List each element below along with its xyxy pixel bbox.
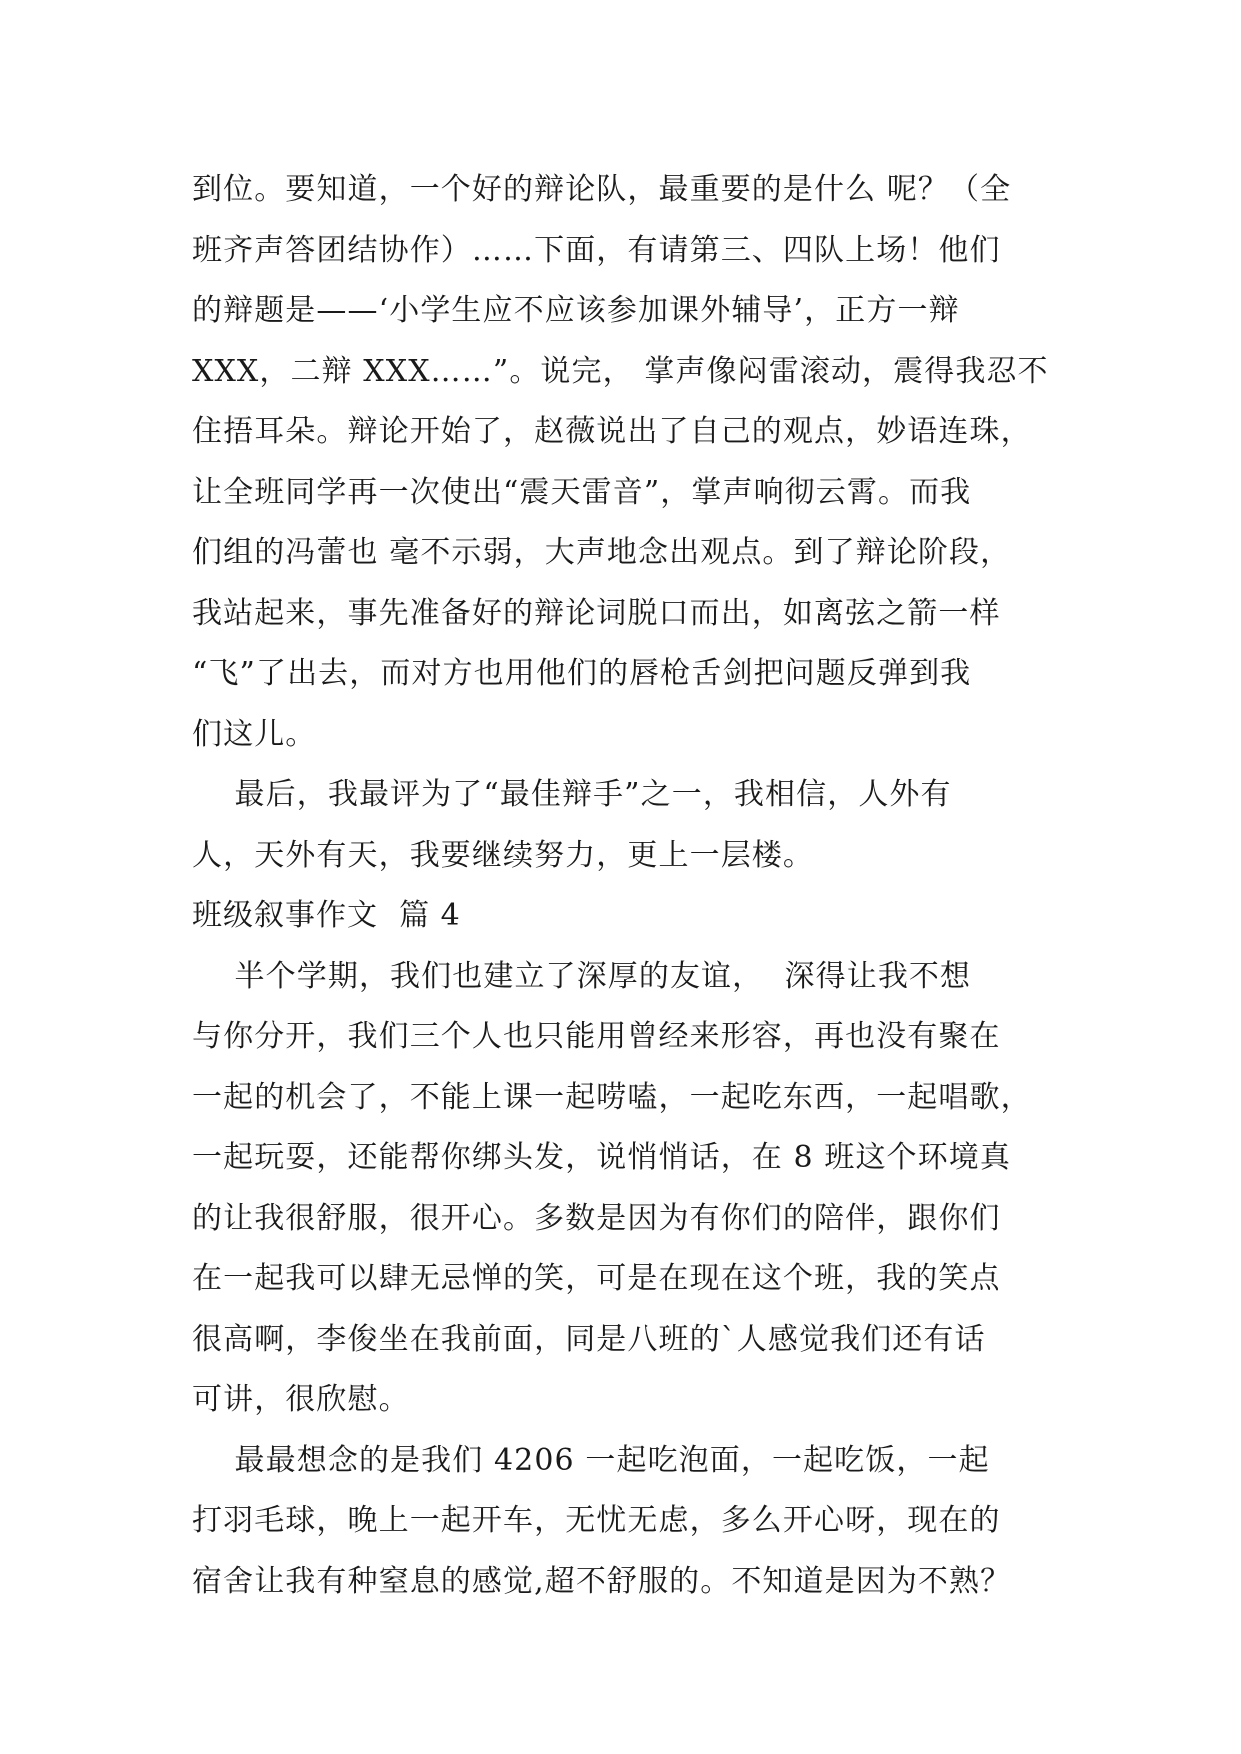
document-body (192, 160, 1072, 1612)
paragraph-friendship (192, 947, 1072, 1431)
paragraph-best-debater (192, 765, 1072, 886)
text-line: 一起的机会了，不能上课一起唠嗑，一起吃东西，一起唱歌， (192, 1079, 1032, 1115)
text-line: 到位。要知道，一个好的辩论队，最重要的是什么 呢？（全 (192, 172, 1012, 207)
text-line: 住捂耳朵。辩论开始了，赵薇说出了自己的观点，妙语连珠， (192, 414, 1032, 449)
text-line: XXX，二辩 XXX……”。说完， 掌声像闷雷滚动，震得我忍不 (192, 353, 1049, 389)
paragraph-dorm-memories (192, 1431, 1072, 1613)
text-line: 打羽毛球，晚上一起开车，无忧无虑，多么开心呀，现在的 (192, 1503, 1001, 1538)
text-line: 最后，我最评为了“最佳辩手”之一，我相信，人外有 (192, 777, 952, 812)
text-line: “飞”了出去，而对方也用他们的唇枪舌剑把问题反弹到我 (192, 656, 972, 691)
text-line: 可讲，很欣慰。 (192, 1382, 410, 1417)
text-line: 人，天外有天，我要继续努力，更上一层楼。 (192, 837, 814, 873)
text-line: 班齐声答团结协作）……下面，有请第三、四队上场！他们 (192, 232, 1001, 268)
section-heading: 班级叙事作文 篇 4 (192, 898, 461, 933)
text-line: 的辩题是——‘小学生应不应该参加课外辅导’，正方一辩 (192, 293, 960, 328)
text-line: 们组的冯蕾也 毫不示弱，大声地念出观点。到了辩论阶段， (192, 535, 1012, 570)
text-line: 的让我很舒服，很开心。多数是因为有你们的陪伴，跟你们 (192, 1200, 1001, 1236)
text-line: 我站起来，事先准备好的辩论词脱口而出，如离弦之箭一样 (192, 595, 1001, 631)
text-line: 最最想念的是我们 4206 一起吃泡面，一起吃饭，一起 (192, 1442, 990, 1478)
text-line: 们这儿。 (192, 716, 317, 752)
text-line: 一起玩耍，还能帮你绑头发，说悄悄话，在 8 班这个环境真 (192, 1140, 1011, 1175)
text-line: 与你分开，我们三个人也只能用曾经来形容，再也没有聚在 (192, 1019, 1001, 1054)
text-line: 半个学期，我们也建立了深厚的友谊， 深得让我不想 (192, 958, 972, 994)
text-line: 宿舍让我有种窒息的感觉,超不舒服的。不知道是因为不熟？ (192, 1563, 1012, 1599)
text-line: 让全班同学再一次使出“震天雷音”，掌声响彻云霄。而我 (192, 474, 972, 510)
text-line: 在一起我可以肆无忌惮的笑，可是在现在这个班，我的笑点 (192, 1261, 1001, 1296)
paragraph-debate-narrative (192, 160, 1072, 765)
text-line: 很高啊，李俊坐在我前面，同是八班的`人感觉我们还有话 (192, 1321, 986, 1357)
